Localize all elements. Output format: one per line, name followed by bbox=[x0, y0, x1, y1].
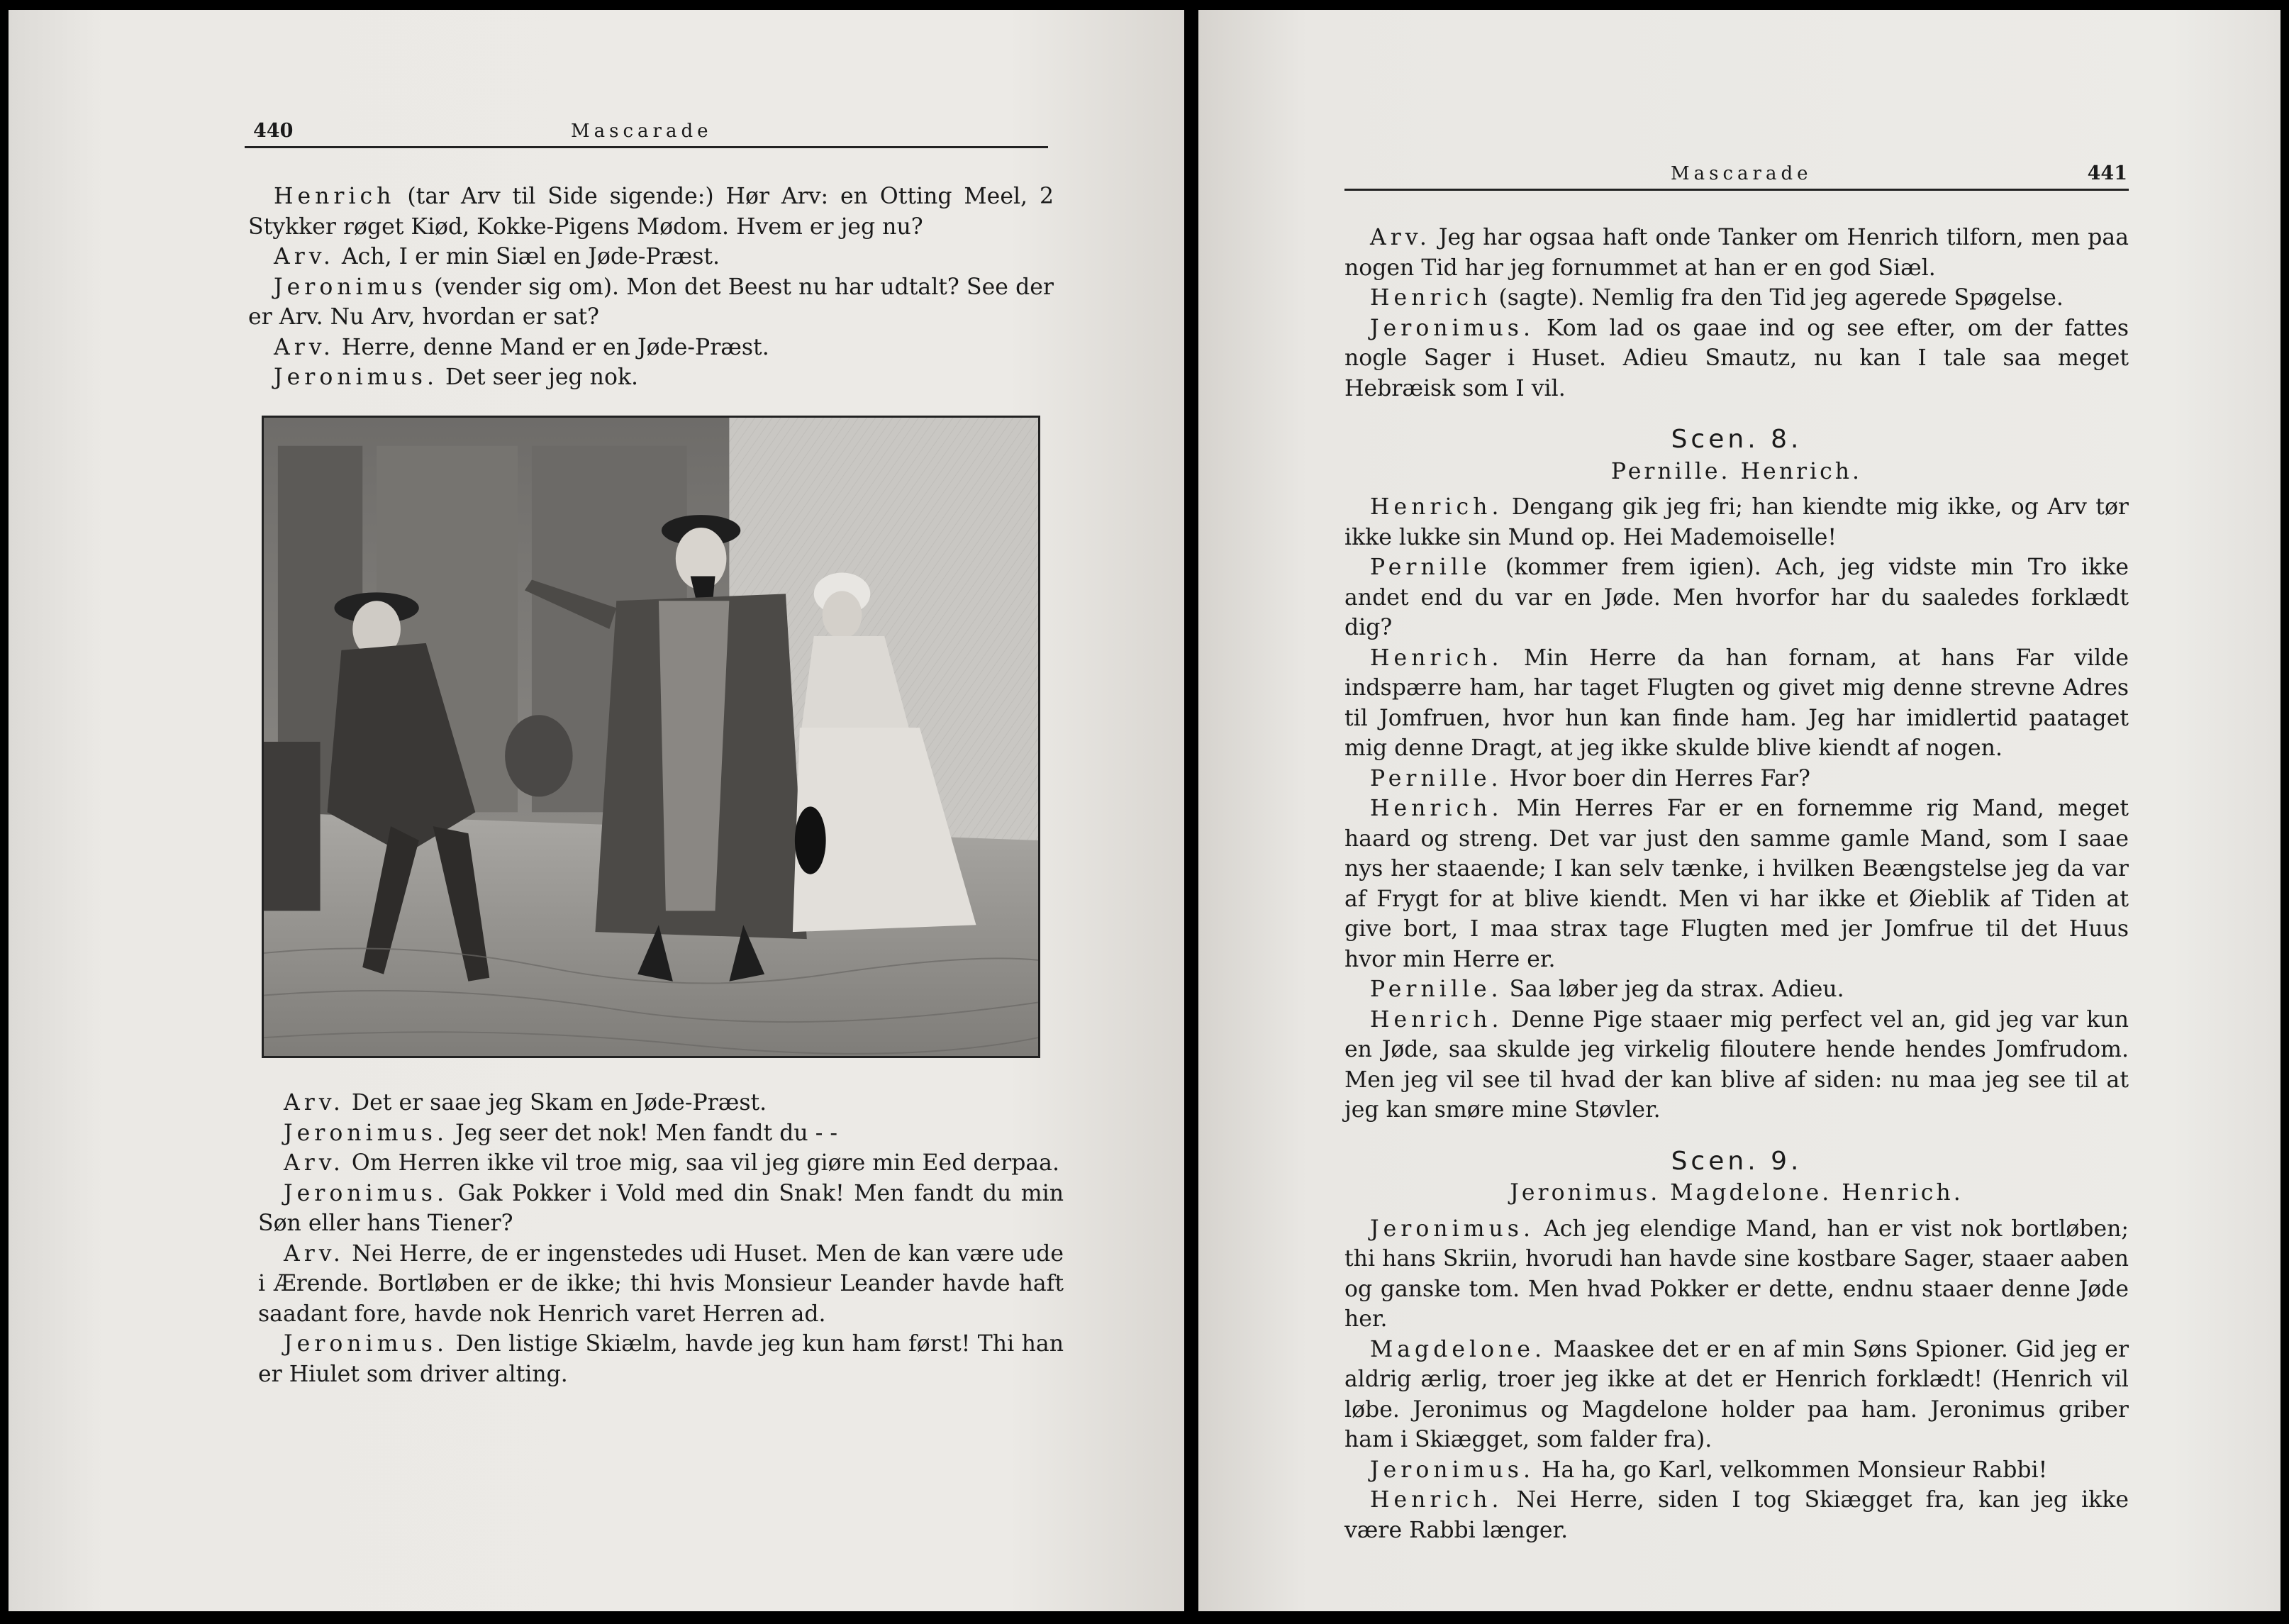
paragraph: Jeronimus. Ha ha, go Karl, velkommen Monsieur Rabbi! bbox=[1370, 1457, 2048, 1483]
paragraph: Henrich. Min Herres Far er en fornemme rig Mand, meget haard og streng. Det var just den samme gamle Mand, som I saae nys her staaende; I kan selv tænke, i hvilken Beængstelse jeg da var af Frygt for at blive kiendt. Men vi har ikke et Øieblik af Tiden at give bort, I maa strax tage Flugten med jer Jomfrue til det Huus hvor min Herre er. bbox=[1344, 796, 2129, 972]
left-page bbox=[9, 10, 1184, 1611]
paragraph: Henrich (sagte). Nemlig fra den Tid jeg agerede Spøgelse. bbox=[1370, 285, 2064, 311]
paragraph: Henrich. Dengang gik jeg fri; han kiendte mig ikke, og Arv tør ikke lukke sin Mund op. Hei Mademoiselle! bbox=[1344, 494, 2129, 550]
paragraph: Arv. Ach, I er min Siæl en Jøde-Præst. bbox=[274, 244, 720, 269]
left-top-text bbox=[248, 182, 1054, 393]
page-number: 441 bbox=[2087, 162, 2127, 184]
illustration bbox=[262, 416, 1040, 1058]
scene-cast: Jeronimus. Magdelone. Henrich. bbox=[1510, 1180, 1964, 1206]
paragraph: Pernille. Hvor boer din Herres Far? bbox=[1370, 765, 1810, 791]
paragraph: Jeronimus. Den listige Skiælm, havde jeg kun ham først! Thi han er Hiulet som driver alting. bbox=[258, 1331, 1064, 1387]
paragraph: Arv. Det er saae jeg Skam en Jøde-Præst. bbox=[284, 1090, 767, 1116]
paragraph: Henrich (tar Arv til Side sigende:) Hør Arv: en Otting Meel, 2 Stykker røget Kiød, Kokke-Pigens Mødom. Hvem er jeg nu? bbox=[248, 184, 1054, 240]
paragraph: Arv. Nei Herre, de er ingenstedes udi Huset. Men de kan være ude i Ærende. Bortløben er de ikke; thi hvis Monsieur Leander havde haft saadant fore, havde nok Henrich varet Herren ad. bbox=[258, 1240, 1064, 1327]
scene-heading: Scen. 8. bbox=[1671, 425, 1803, 454]
scene-cast: Pernille. Henrich. bbox=[1610, 458, 1863, 484]
right-page-header bbox=[1344, 152, 2129, 191]
paragraph: Pernille (kommer frem igien). Ach, jeg vidste min Tro ikke andet end du var en Jøde. Men hvorfor har du saaledes forklædt dig? bbox=[1344, 555, 2129, 640]
paragraph: Jeronimus. Jeg seer det nok! Men fandt du - - bbox=[284, 1120, 837, 1146]
paragraph: Henrich. Denne Pige staaer mig perfect vel an, gid jeg var kun en Jøde, saa skulde jeg virkelig filoutere hende hendes Jomfrudom. Men jeg vil see til hvad der kan blive af siden: nu maa jeg see til at jeg kan smøre mine Støvler. bbox=[1344, 1006, 2129, 1123]
paragraph: Arv. Herre, denne Mand er en Jøde-Præst. bbox=[274, 334, 769, 360]
paragraph: Jeronimus. Kom lad os gaae ind og see efter, om der fattes nogle Sager i Huset. Adieu Smautz, nu kan I tale saa meget Hebræisk som I vil. bbox=[1344, 315, 2129, 401]
paragraph: Jeronimus. Det seer jeg nok. bbox=[274, 365, 639, 390]
paragraph: Jeronimus. Ach jeg elendige Mand, han er vist nok bortløben; thi hans Skriin, hvorudi han havde sine kostbare Sager, staaer aaben og ganske tom. Men hvad Pokker er dette, endnu staaer denne Jøde her. bbox=[1344, 1216, 2129, 1332]
paragraph: Pernille. Saa løber jeg da strax. Adieu. bbox=[1370, 977, 1844, 1002]
right-page bbox=[1198, 10, 2280, 1611]
left-bottom-text bbox=[258, 1088, 1064, 1389]
running-title: Mascarade bbox=[1671, 163, 1812, 184]
paragraph: Henrich. Min Herre da han fornam, at hans Far vilde indspærre ham, har taget Flugten og givet mig denne strevne Adres til Jomfruen, hvor hun kan finde ham. Jeg har imidlertid paataget mig denne Dragt, at jeg ikke skulde blive kiendt af nogen. bbox=[1344, 645, 2129, 761]
left-page-header bbox=[245, 109, 1048, 148]
illustration-image bbox=[264, 418, 1038, 1056]
scene-heading: Scen. 9. bbox=[1671, 1146, 1803, 1176]
paragraph: Arv. Jeg har ogsaa haft onde Tanker om Henrich tilforn, men paa nogen Tid har jeg fornummet at han er en god Siæl. bbox=[1344, 225, 2129, 281]
paragraph: Henrich. Nei Herre, siden I tog Skiægget fra, kan jeg ikke være Rabbi længer. bbox=[1344, 1487, 2129, 1543]
right-text bbox=[1344, 223, 2129, 1545]
running-title: Mascarade bbox=[571, 121, 713, 142]
paragraph: Jeronimus (vender sig om). Mon det Beest nu har udtalt? See der er Arv. Nu Arv, hvordan er sat? bbox=[248, 274, 1054, 330]
paragraph: Magdelone. Maaskee det er en af min Søns Spioner. Gid jeg er aldrig ærlig, troer jeg ikke at det er Henrich forklædt! (Henrich vil løbe. Jeronimus og Magdelone holder paa ham. Jeronimus griber ham i Skiægget, som falder fra). bbox=[1344, 1336, 2129, 1452]
page-number: 440 bbox=[253, 120, 294, 142]
paragraph: Jeronimus. Gak Pokker i Vold med din Snak! Men fandt du min Søn eller hans Tiener? bbox=[258, 1180, 1064, 1236]
paragraph: Arv. Om Herren ikke vil troe mig, saa vil jeg giøre min Eed derpaa. bbox=[284, 1150, 1059, 1176]
